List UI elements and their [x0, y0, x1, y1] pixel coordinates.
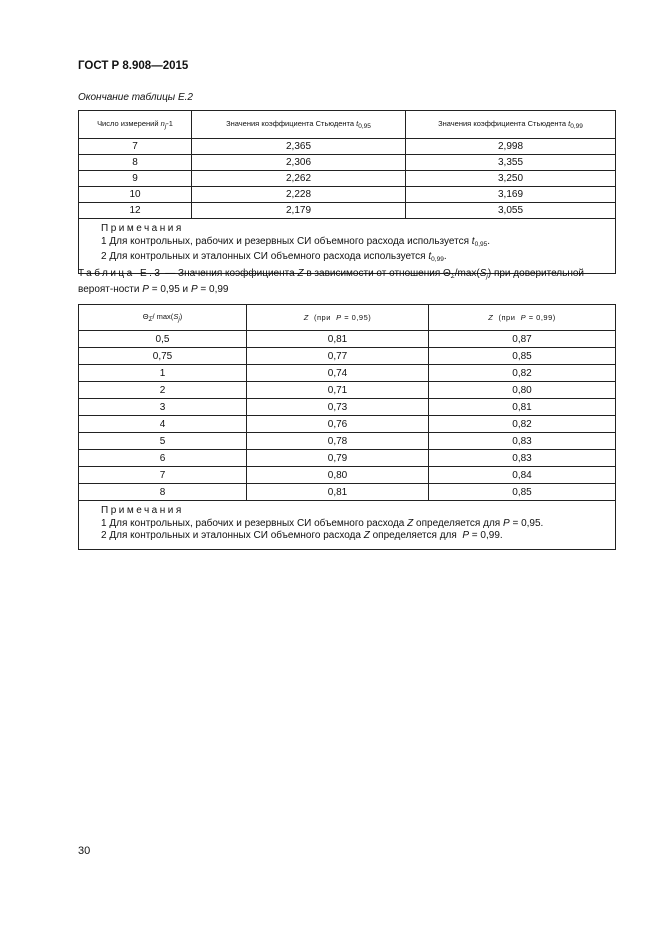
table-cell: 0,81	[247, 484, 429, 501]
note-2: 2 Для контрольных и эталонных СИ объемного расхода используется $t_{0,99}$.	[101, 251, 447, 263]
note-1: 1 Для контрольных, рабочих и резервных СИ объемного расхода используется $t_{0,95}$.	[101, 235, 491, 248]
table-row	[79, 382, 616, 399]
table-e3-header-row	[79, 305, 616, 331]
table-cell: 2,998	[406, 139, 616, 155]
table-cell: 0,79	[247, 450, 429, 467]
table-cell: 0,74	[247, 365, 429, 382]
table-e2-col2-header: Значения коэффициента Стьюдента $t_{0,95}$	[192, 111, 406, 139]
notes-title: Примечания	[101, 223, 184, 234]
table-row	[79, 155, 616, 171]
table-cell: 7	[79, 139, 192, 155]
table-cell: 0,78	[247, 433, 429, 450]
table-e3-notes	[79, 501, 616, 550]
table-cell: 0,85	[429, 484, 616, 501]
table-e2-col3-header: Значения коэффициента Стьюдента $t_{0,99}$	[406, 111, 616, 139]
page-number: 30	[78, 845, 91, 857]
note-2: 2 Для контрольных и эталонных СИ объемного расхода Z определяется для P = 0,99.	[101, 530, 503, 541]
table-cell: 3	[79, 399, 247, 416]
table-row	[79, 187, 616, 203]
table-cell: 6	[79, 450, 247, 467]
table-cell: 5	[79, 433, 247, 450]
table-e3-caption: Таблица Е.3 — Значения коэффициента Z в зависимости от отношения $\Theta_\Sigma/\max(S_j)$ при доверительной вероят-ности P = 0,95 и P = 0,99	[78, 268, 585, 295]
table-e2-caption: Окончание таблицы Е.2	[78, 92, 193, 103]
table-cell: 2,228	[192, 187, 406, 203]
table-row	[79, 171, 616, 187]
table-cell: 0,81	[429, 399, 616, 416]
table-cell: 3,169	[406, 187, 616, 203]
table-cell: 2,306	[192, 155, 406, 171]
table-cell: 0,80	[429, 382, 616, 399]
table-row	[79, 139, 616, 155]
table-row	[79, 450, 616, 467]
table-cell: 0,76	[247, 416, 429, 433]
table-cell: 0,83	[429, 433, 616, 450]
table-row	[79, 416, 616, 433]
notes-title: Примечания	[101, 505, 184, 516]
table-e3-notes-row	[79, 501, 616, 550]
table-cell: 10	[79, 187, 192, 203]
table-row	[79, 484, 616, 501]
table-row	[79, 433, 616, 450]
table-cell: 0,71	[247, 382, 429, 399]
table-cell: 0,85	[429, 348, 616, 365]
table-e2-notes	[79, 219, 616, 274]
table-cell: 0,87	[429, 331, 616, 348]
table-cell: 12	[79, 203, 192, 219]
table-row	[79, 331, 616, 348]
table-cell: 0,81	[247, 331, 429, 348]
table-row	[79, 203, 616, 219]
table-e2-header-row	[79, 111, 616, 139]
table-e2-notes-row	[79, 219, 616, 274]
table-e3-col1-header: $\Theta_\Sigma/$ $\max(S_j)$	[79, 305, 247, 331]
table-row	[79, 365, 616, 382]
table-cell: 0,83	[429, 450, 616, 467]
table-cell: 3,250	[406, 171, 616, 187]
table-row	[79, 348, 616, 365]
table-cell: 0,75	[79, 348, 247, 365]
table-cell: 0,5	[79, 331, 247, 348]
table-cell: 3,055	[406, 203, 616, 219]
table-cell: 9	[79, 171, 192, 187]
table-row	[79, 467, 616, 484]
table-e3-col3-header: Z (при P = 0,99)	[429, 305, 616, 331]
table-cell: 0,77	[247, 348, 429, 365]
table-cell: 2,179	[192, 203, 406, 219]
table-cell: 8	[79, 155, 192, 171]
table-e3-col2-header: Z (при P = 0,95)	[247, 305, 429, 331]
note-1: 1 Для контрольных, рабочих и резервных СИ объемного расхода Z определяется для P = 0,95.	[101, 517, 544, 529]
table-cell: 7	[79, 467, 247, 484]
table-cell: 8	[79, 484, 247, 501]
table-cell: 2,365	[192, 139, 406, 155]
table-cell: 0,84	[429, 467, 616, 484]
table-cell: 0,82	[429, 416, 616, 433]
table-cell: 4	[79, 416, 247, 433]
table-e3	[78, 304, 616, 550]
table-cell: 0,73	[247, 399, 429, 416]
table-row	[79, 399, 616, 416]
table-cell: 2	[79, 382, 247, 399]
table-e2	[78, 110, 616, 274]
table-cell: 2,262	[192, 171, 406, 187]
table-cell: 1	[79, 365, 247, 382]
table-cell: 0,82	[429, 365, 616, 382]
table-e2-col1-header: Число измерений $n_j-1$	[79, 111, 192, 139]
table-cell: 3,355	[406, 155, 616, 171]
table-cell: 0,80	[247, 467, 429, 484]
document-header: ГОСТ Р 8.908—2015	[78, 60, 189, 72]
